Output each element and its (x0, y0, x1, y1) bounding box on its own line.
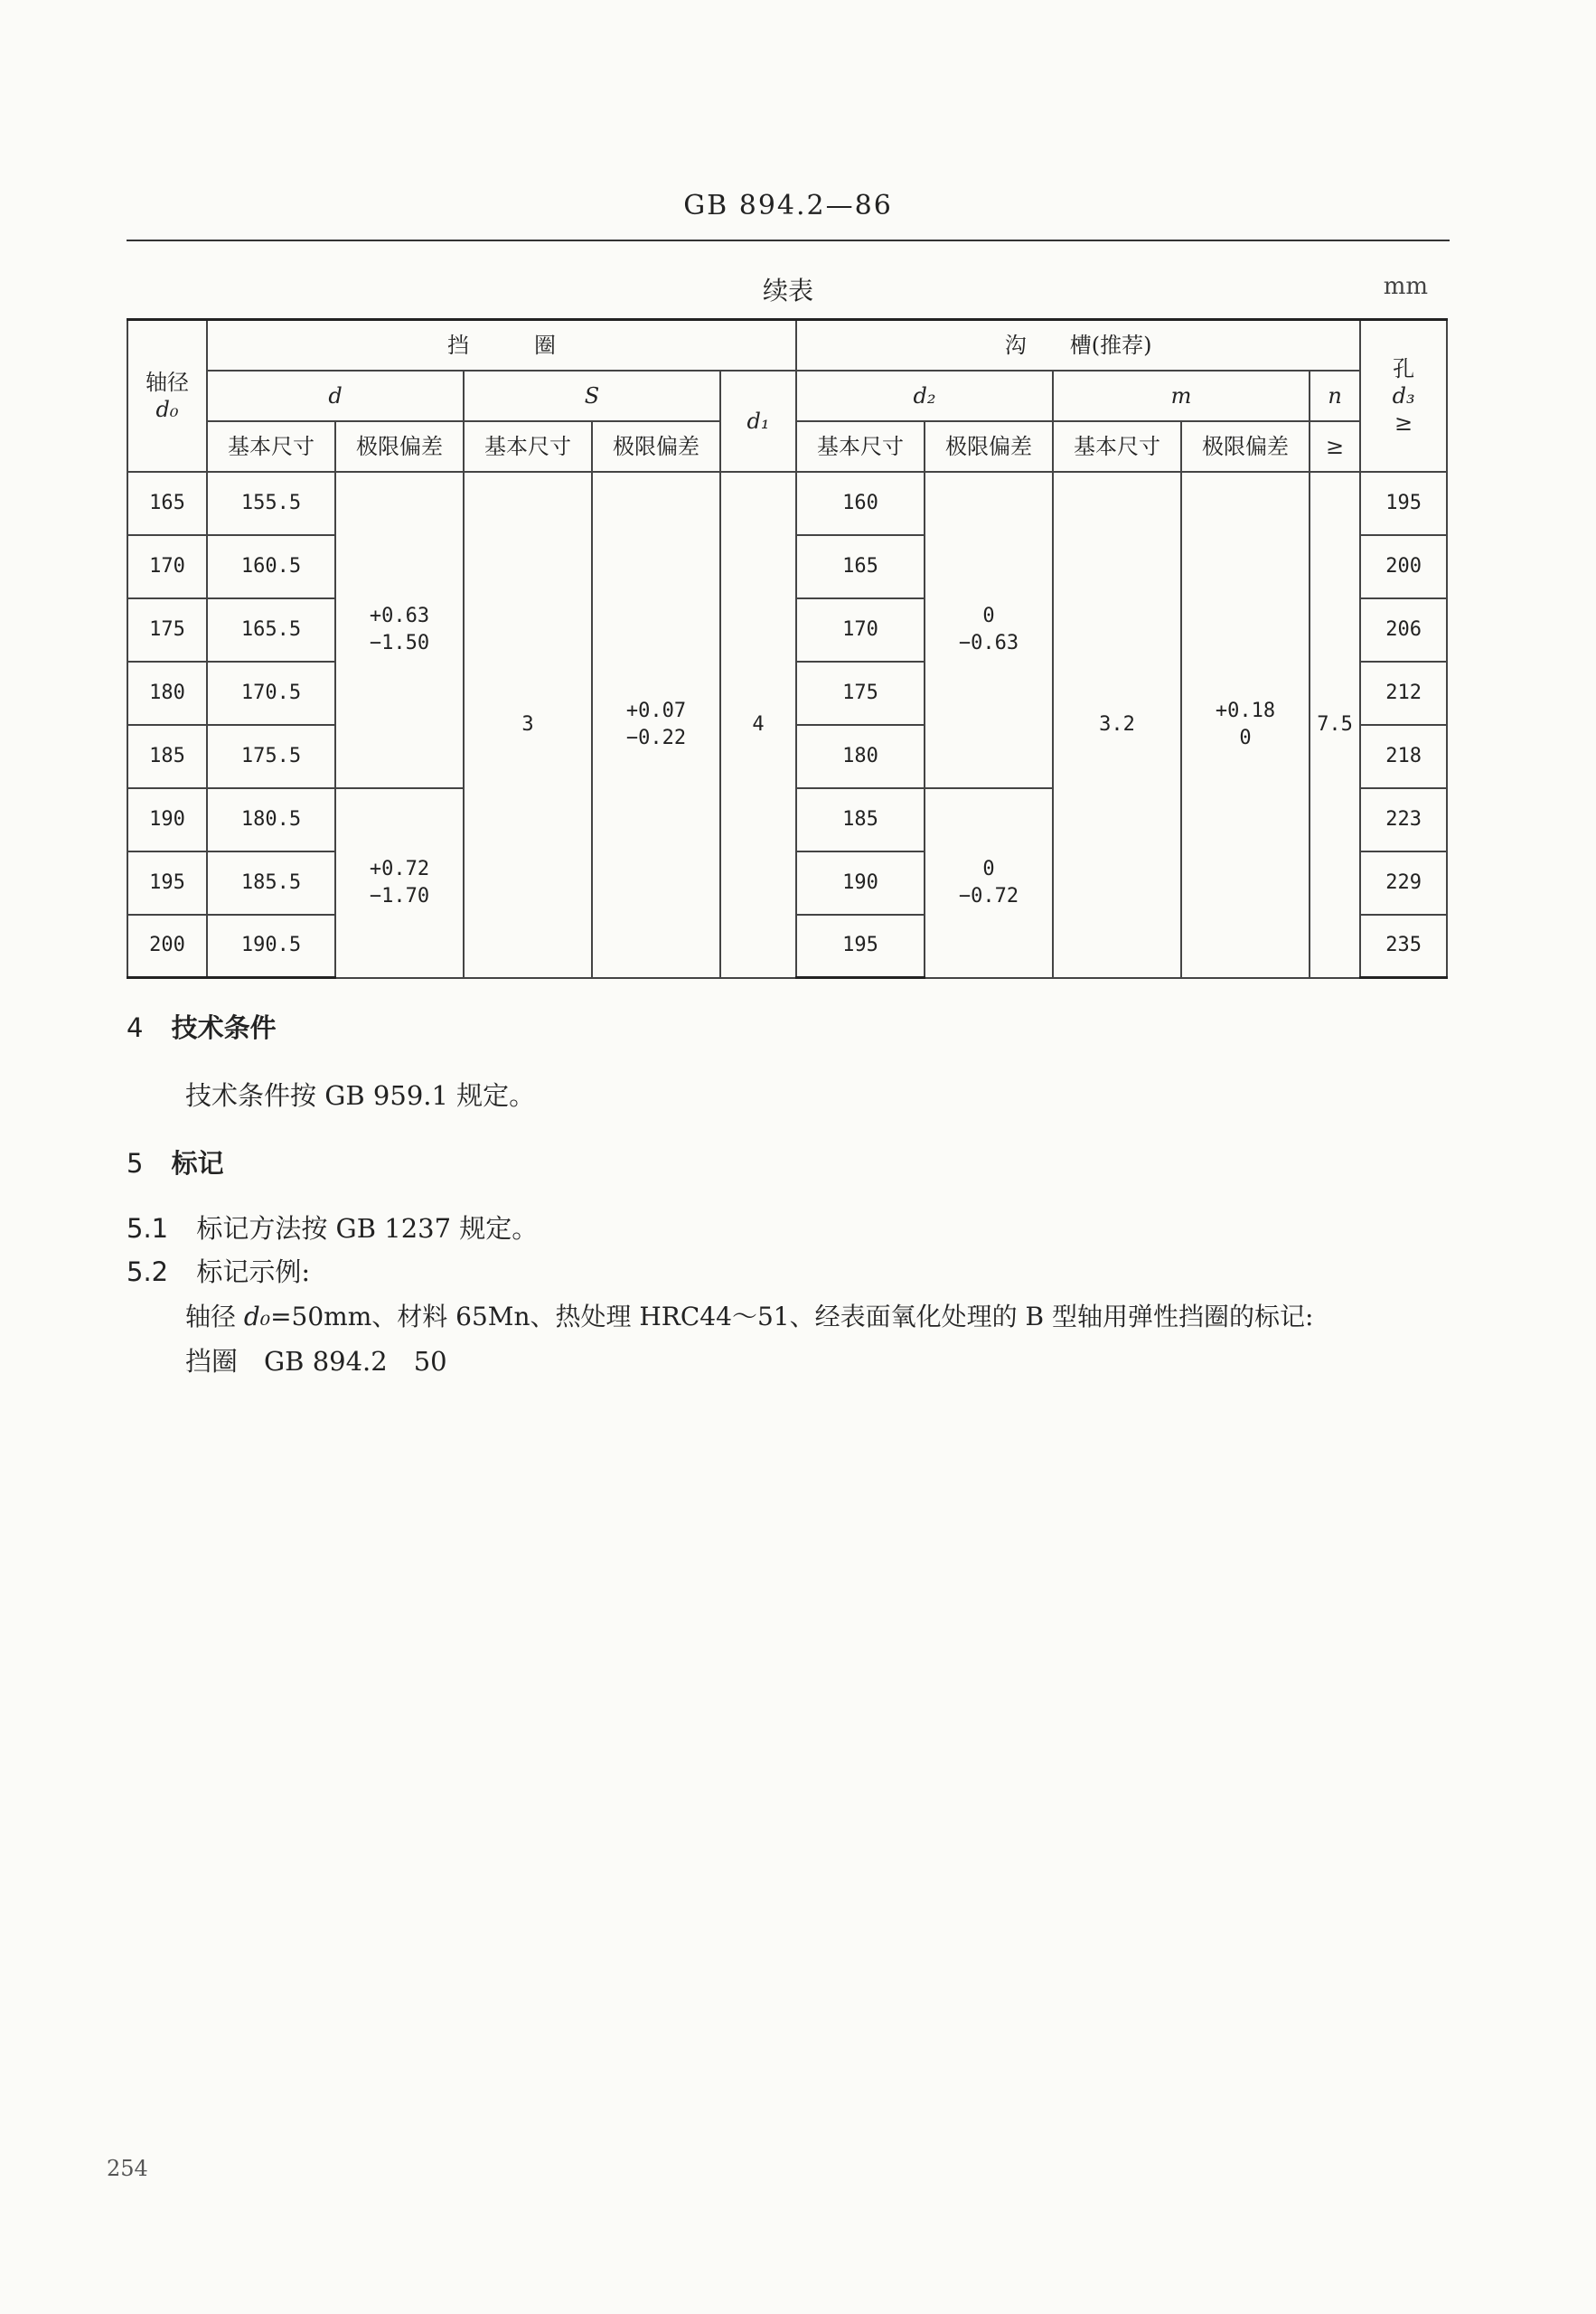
section-title: 技术条件 (171, 1012, 277, 1043)
cell-d0: 190 (127, 788, 207, 851)
cell-d1: 4 (720, 472, 796, 978)
cell-d2: 195 (796, 915, 925, 978)
cell-d0: 180 (127, 662, 207, 725)
page-number: 254 (107, 2156, 148, 2181)
cell-d: 185.5 (207, 851, 335, 915)
header-retainer: 挡 圈 (207, 320, 796, 371)
cell-d0: 185 (127, 725, 207, 788)
clause-text: 标记示例: (196, 1256, 311, 1287)
header-S-limit: 极限偏差 (592, 421, 720, 472)
header-d2-basic: 基本尺寸 (796, 421, 925, 472)
cell-d-tolerance: +0.72 −1.70 (335, 788, 464, 978)
cell-d2: 165 (796, 535, 925, 598)
cell-d2: 175 (796, 662, 925, 725)
cell-d: 180.5 (207, 788, 335, 851)
cell-d0: 200 (127, 915, 207, 978)
section-number: 4 (127, 1012, 144, 1043)
cell-d: 175.5 (207, 725, 335, 788)
cell-d: 155.5 (207, 472, 335, 535)
header-d-limit: 极限偏差 (335, 421, 464, 472)
clause-number: 5.1 (127, 1213, 169, 1244)
cell-d3: 235 (1360, 915, 1447, 978)
example-symbol: d₀ (243, 1302, 271, 1331)
cell-d2: 160 (796, 472, 925, 535)
cell-d: 170.5 (207, 662, 335, 725)
header-m: m (1053, 371, 1310, 421)
cell-S-tolerance: +0.07 −0.22 (592, 472, 720, 978)
cell-d0: 175 (127, 598, 207, 662)
marking-example: 挡圈 GB 894.2 50 (185, 1346, 447, 1377)
cell-d2: 185 (796, 788, 925, 851)
cell-d2: 190 (796, 851, 925, 915)
cell-d: 165.5 (207, 598, 335, 662)
cell-m-basic: 3.2 (1053, 472, 1181, 978)
header-rule (127, 240, 1450, 241)
example-rest: =50mm、材料 65Mn、热处理 HRC44～51、经表面氧化处理的 B 型轴用弹性挡圈的标记: (270, 1302, 1314, 1331)
cell-n: 7.5 (1310, 472, 1360, 978)
cell-d2-tolerance: 0 −0.63 (925, 472, 1053, 788)
header-groove: 沟 槽(推荐) (796, 320, 1360, 371)
cell-m-tolerance: +0.18 0 (1181, 472, 1310, 978)
cell-S-basic: 3 (464, 472, 592, 978)
clause-5-2 (127, 1252, 310, 1289)
clause-5-1 (127, 1209, 538, 1246)
header-d1: d₁ (720, 371, 796, 472)
marking-example-description (185, 1297, 1313, 1333)
cell-d: 160.5 (207, 535, 335, 598)
cell-d3: 229 (1360, 851, 1447, 915)
cell-d3: 200 (1360, 535, 1447, 598)
cell-d3: 195 (1360, 472, 1447, 535)
section-number: 5 (127, 1148, 144, 1179)
cell-d2: 180 (796, 725, 925, 788)
table-caption: 续表 (762, 276, 813, 306)
header-d2: d₂ (796, 371, 1053, 421)
section-title: 标记 (171, 1148, 224, 1179)
header-hole-diameter: 孔 d₃ ≥ (1360, 320, 1447, 472)
section-4-text: 技术条件按 GB 959.1 规定。 (185, 1080, 536, 1111)
cell-d0: 165 (127, 472, 207, 535)
header-S: S (464, 371, 720, 421)
cell-d3: 223 (1360, 788, 1447, 851)
header-m-basic: 基本尺寸 (1053, 421, 1181, 472)
header-d2-limit: 极限偏差 (925, 421, 1053, 472)
document-header: GB 894.2—86 (683, 190, 893, 221)
cell-d-tolerance: +0.63 −1.50 (335, 472, 464, 788)
table-row (127, 472, 1447, 535)
cell-d0: 170 (127, 535, 207, 598)
header-d-basic: 基本尺寸 (207, 421, 335, 472)
section-5-heading (127, 1143, 224, 1181)
cell-d3: 218 (1360, 725, 1447, 788)
header-n-ge: ≥ (1310, 421, 1360, 472)
clause-number: 5.2 (127, 1256, 169, 1287)
cell-d2-tolerance: 0 −0.72 (925, 788, 1053, 978)
header-m-limit: 极限偏差 (1181, 421, 1310, 472)
cell-d3: 206 (1360, 598, 1447, 662)
table-unit: mm (1383, 273, 1428, 300)
cell-d2: 170 (796, 598, 925, 662)
header-S-basic: 基本尺寸 (464, 421, 592, 472)
example-prefix: 轴径 (185, 1302, 244, 1331)
cell-d3: 212 (1360, 662, 1447, 725)
header-shaft-diameter: 轴径 d₀ (127, 320, 207, 472)
section-4-heading (127, 1008, 277, 1045)
header-n: n (1310, 371, 1360, 421)
cell-d0: 195 (127, 851, 207, 915)
cell-d: 190.5 (207, 915, 335, 978)
spec-table (127, 318, 1448, 979)
header-d: d (207, 371, 464, 421)
clause-text: 标记方法按 GB 1237 规定。 (196, 1213, 539, 1244)
